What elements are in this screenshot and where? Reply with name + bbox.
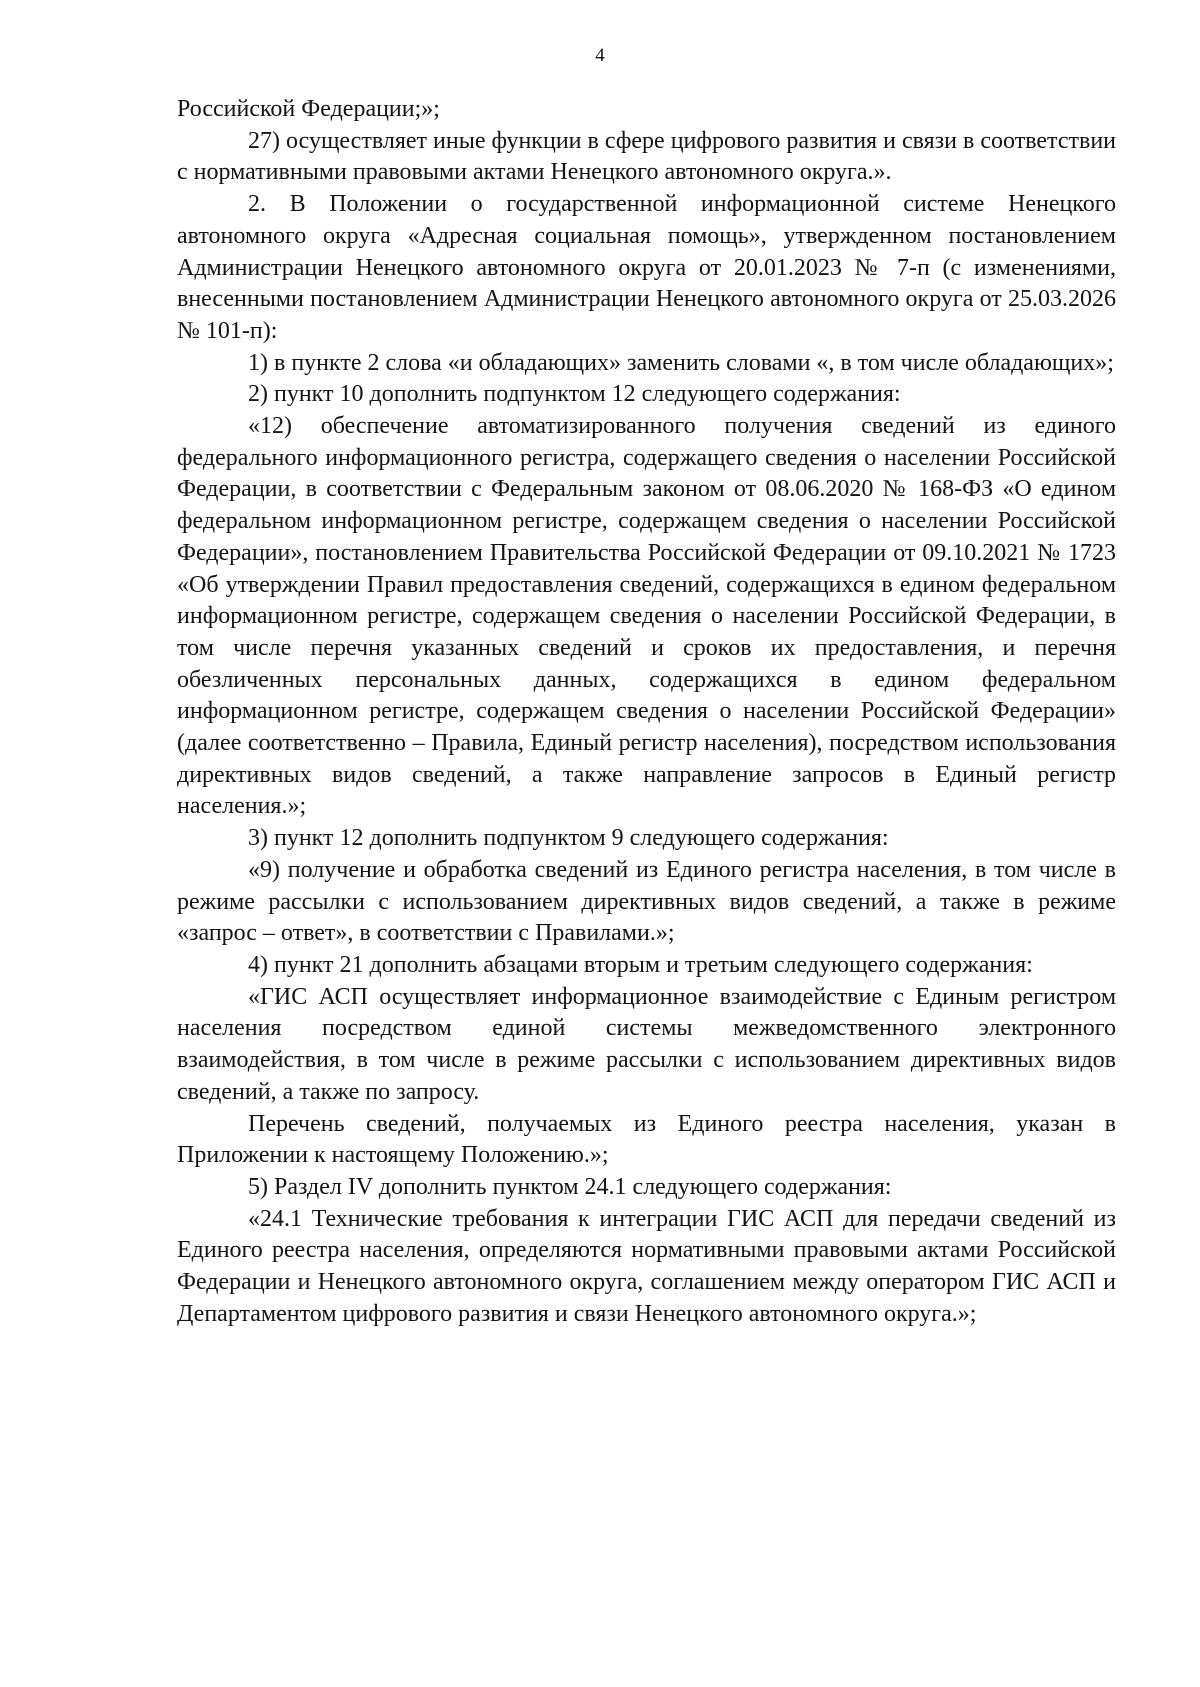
paragraph-subitem-4: 4) пункт 21 дополнить абзацами вторым и третьим следующего содержания: xyxy=(248,951,1033,978)
paragraph-subitem-5: 5) Раздел IV дополнить пунктом 24.1 следующего содержания: xyxy=(248,1173,892,1200)
paragraph-quote-9: «9) получение и обработка сведений из Единого регистра населения, в том числе в режиме рассылки с использованием директивных видов сведений, а также в режиме «запрос – ответ», в соответствии с Правилами.»; xyxy=(177,856,1116,947)
paragraph-subitem-2: 2) пункт 10 дополнить подпунктом 12 следующего содержания: xyxy=(248,381,901,408)
paragraph-quote-24-1: «24.1 Технические требования к интеграции ГИС АСП для передачи сведений из Единого реестра населения, определяются нормативными правовыми актами Российской Федерации и Ненецкого автономного округа, соглашением между оператором ГИС АСП и Департаментом цифрового развития и связи Ненецкого автономного округа.»; xyxy=(177,1205,1116,1327)
paragraph-continuation: Российской Федерации;»; xyxy=(177,96,440,122)
paragraph-section-2: 2. В Положении о государственной информационной системе Ненецкого автономного округа «Адресная социальная помощь», утвержденном постановлением Администрации Ненецкого автономного округа от 20.01.2023 № 7-п (с изменениями, внесенными постановлением Администрации Ненецкого автономного округа от 25.03.2026 № 101-п): xyxy=(177,191,1116,344)
document-body xyxy=(177,94,1116,1330)
paragraph-subitem-3: 3) пункт 12 дополнить подпунктом 9 следующего содержания: xyxy=(248,825,889,852)
paragraph-item-27: 27) осуществляет иные функции в сфере цифрового развития и связи в соответствии с нормативными правовыми актами Ненецкого автономного округа.». xyxy=(177,127,1116,186)
paragraph-list-reference: Перечень сведений, получаемых из Единого реестра населения, указан в Приложении к настоящему Положению.»; xyxy=(177,1110,1116,1169)
paragraph-quote-gis: «ГИС АСП осуществляет информационное взаимодействие с Единым регистром населения посредством единой системы межведомственного электронного взаимодействия, в том числе в режиме рассылки с использованием директивных видов сведений, а также по запросу. xyxy=(177,983,1116,1105)
page-number: 4 xyxy=(595,45,605,66)
paragraph-subitem-1: 1) в пункте 2 слова «и обладающих» заменить словами «, в том числе обладающих»; xyxy=(248,349,1114,376)
paragraph-quote-12: «12) обеспечение автоматизированного получения сведений из единого федерального информационного регистра, содержащего сведения о населении Российской Федерации, в соответствии с Федеральным законом от 08.06.2020 № 168-ФЗ «О едином федеральном информационном регистре, содержащем сведения о населении Российской Федерации», постановлением Правительства Российской Федерации от 09.10.2021 № 1723 «Об утверждении Правил предоставления сведений, содержащихся в едином федеральном информационном регистре, содержащем сведения о населении Российской Федерации, в том числе перечня указанных сведений и сроков их предоставления, и перечня обезличенных персональных данных, содержащихся в едином федеральном информационном регистре, содержащем сведения о населении Российской Федерации» (далее соответственно – Правила, Единый регистр населения), посредством использования директивных видов сведений, а также направление запросов в Единый регистр населения.»; xyxy=(177,413,1116,820)
